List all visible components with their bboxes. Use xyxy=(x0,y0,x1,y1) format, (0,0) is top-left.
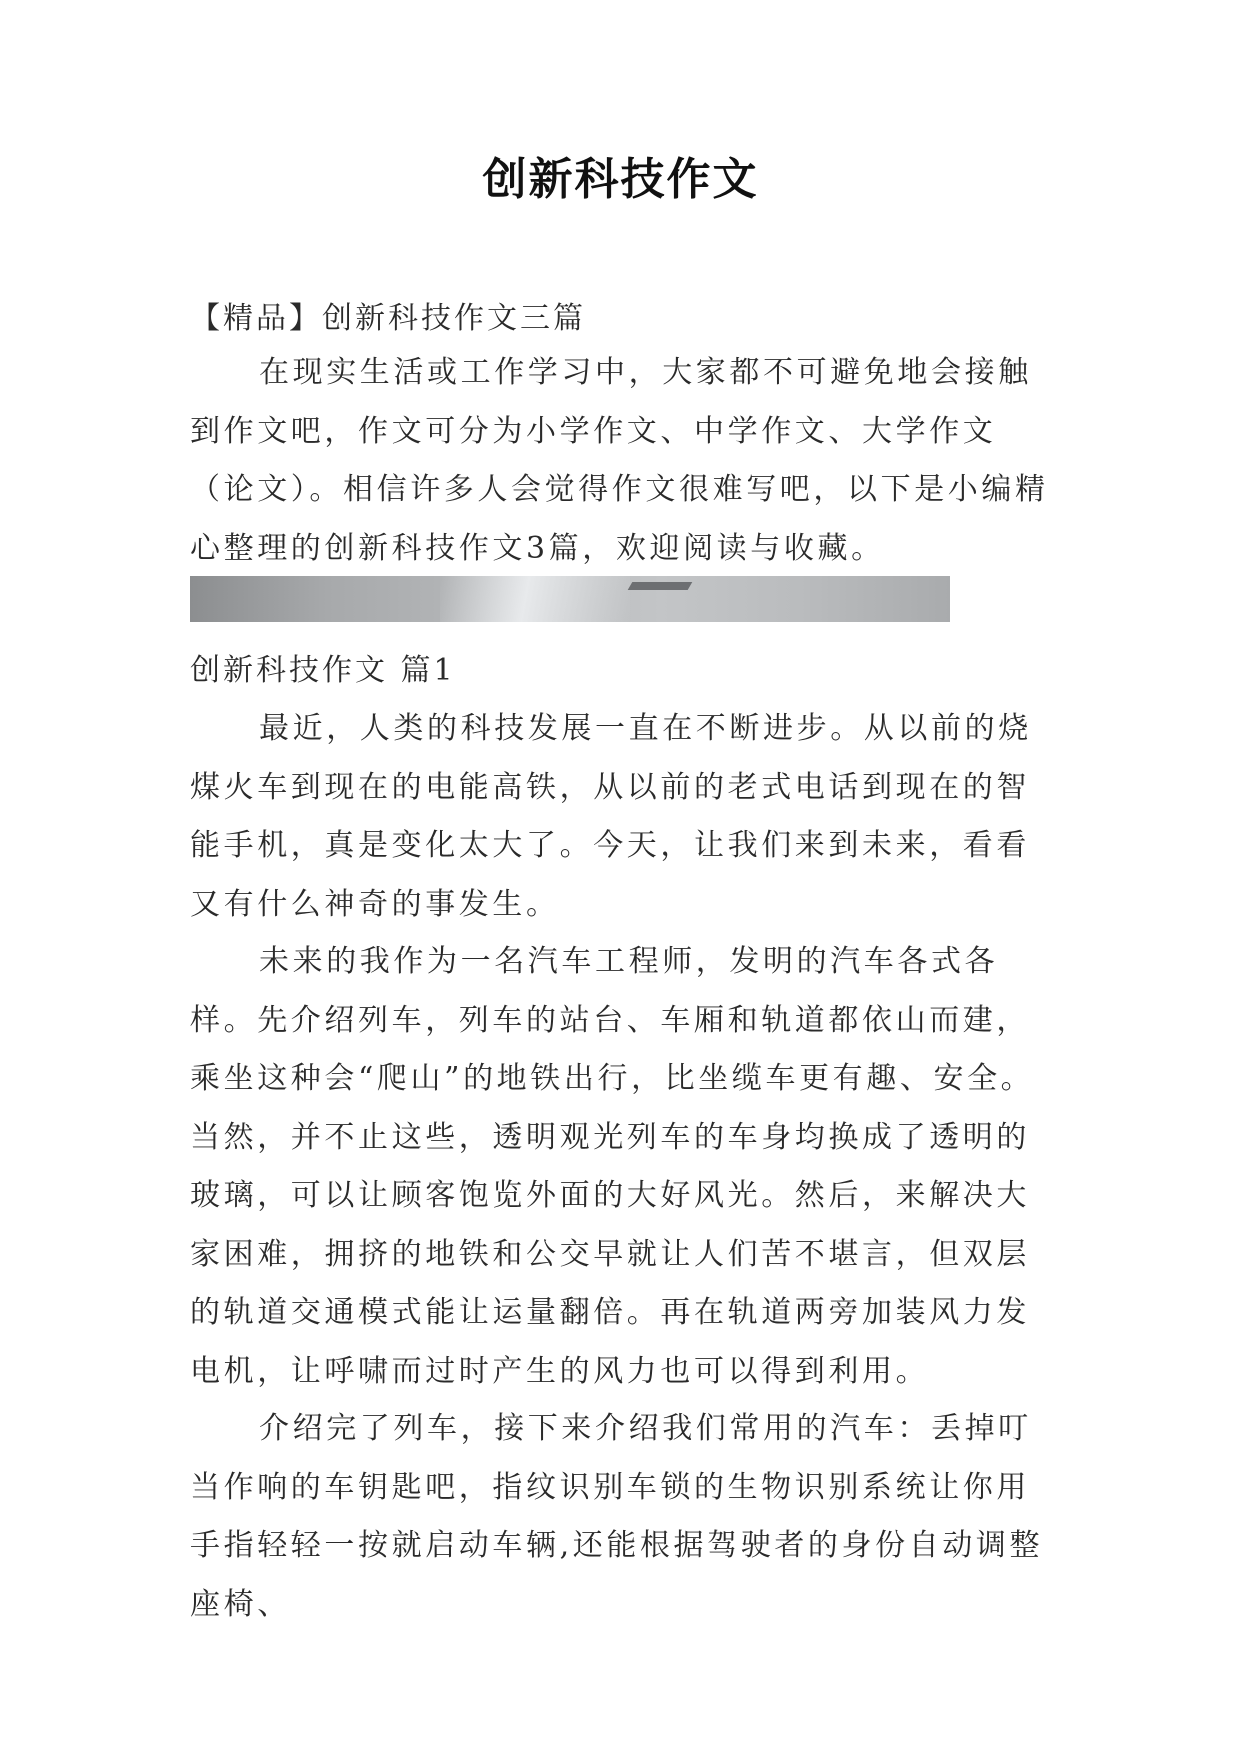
intro-paragraph: 在现实生活或工作学习中，大家都不可避免地会接触到作文吧，作文可分为小学作文、中学作文、大学作文（论文）。相信许多人会觉得作文很难写吧，以下是小编精心整理的创新科技作文3篇，欢迎阅读与收藏。 xyxy=(190,355,1049,566)
cropped-photo xyxy=(190,576,950,622)
section-heading: 创新科技作文 篇1 xyxy=(190,653,456,688)
body-paragraph: 最近，人类的科技发展一直在不断进步。从以前的烧煤火车到现在的电能高铁，从以前的老式电话到现在的智能手机，真是变化太大了。今天，让我们来到未来，看看又有什么神奇的事发生。 xyxy=(190,711,1032,922)
document-subheading: 【精品】创新科技作文三篇 xyxy=(190,301,586,336)
body-paragraph: 未来的我作为一名汽车工程师，发明的汽车各式各样。先介绍列车，列车的站台、车厢和轨道都依山而建，乘坐这种会“爬山”的地铁出行，比坐缆车更有趣、安全。当然，并不止这些，透明观光列车的车身均换成了透明的玻璃，可以让顾客饱览外面的大好风光。然后，来解决大家困难，拥挤的地铁和公交早就让人们苦不堪言，但双层的轨道交通模式能让运量翻倍。再在轨道两旁加装风力发电机，让呼啸而过时产生的风力也可以得到利用。 xyxy=(190,944,1035,1389)
photo-highlight xyxy=(440,576,630,622)
photo-detail xyxy=(628,582,693,590)
document-title: 创新科技作文 xyxy=(482,154,759,205)
body-paragraph: 介绍完了列车，接下来介绍我们常用的汽车：丢掉叮当作响的车钥匙吧，指纹识别车锁的生物识别系统让你用手指轻轻一按就启动车辆,还能根据驾驶者的身份自动调整座椅、 xyxy=(190,1411,1044,1622)
